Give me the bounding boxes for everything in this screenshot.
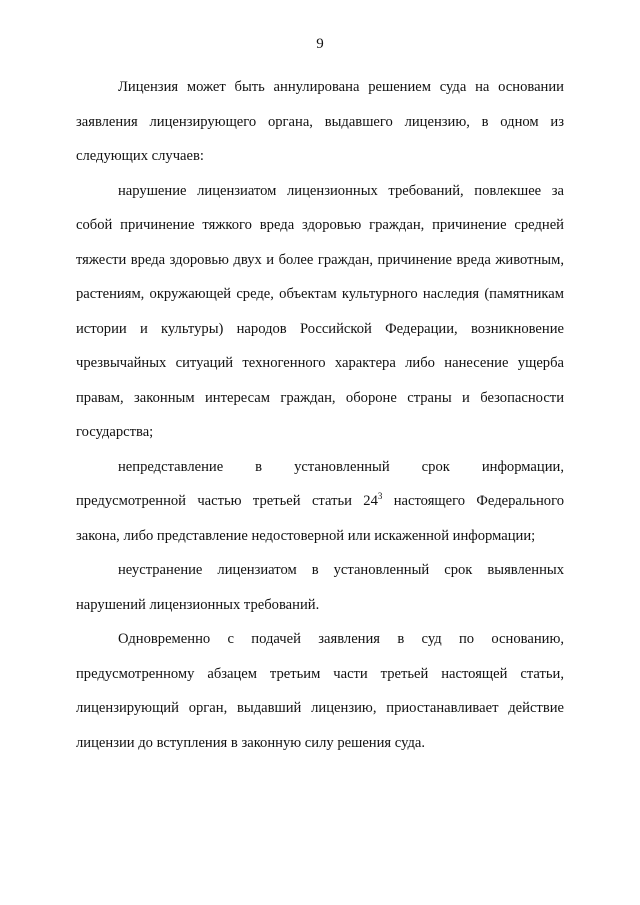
paragraph-intro: Лицензия может быть аннулирована решением суда на основании заявления лицензирующего органа, выдавшего лицензию, в одном из следующих случаев: [76,79,564,164]
page-number: 9 [316,36,324,52]
document-body [76,70,564,760]
paragraph-case-information-text-end: настоящего Федерального закона, либо представление недостоверной или искаженной информации; [76,493,564,544]
paragraph-case-information-text-start: непредставление в установленный срок информации, предусмотренной частью третьей статьи 24 [76,458,564,509]
paragraph-suspension: Одновременно с подачей заявления в суд по основанию, предусмотренному абзацем третьим части третьей настоящей статьи, лицензирующий орган, выдавший лицензию, приостанавливает действие лицензии до вступления в законную силу решения суда. [76,631,564,751]
article-superscript: 3 [377,491,383,501]
paragraph-case-harm: нарушение лицензиатом лицензионных требований, повлекшее за собой причинение тяжкого вреда здоровью граждан, причинение средней тяжести вреда здоровью двух и более граждан, причинение вреда животным, растениям, окружающей среде, объектам культурного наследия (памятникам истории и культуры) народов Российской Федерации, возникновение чрезвычайных ситуаций техногенного характера либо нанесение ущерба правам, законным интересам граждан, обороне страны и безопасности государства; [76,182,564,440]
paragraph-case-information [76,450,564,554]
paragraph-case-non-elimination: неустранение лицензиатом в установленный срок выявленных нарушений лицензионных требований. [76,562,564,613]
